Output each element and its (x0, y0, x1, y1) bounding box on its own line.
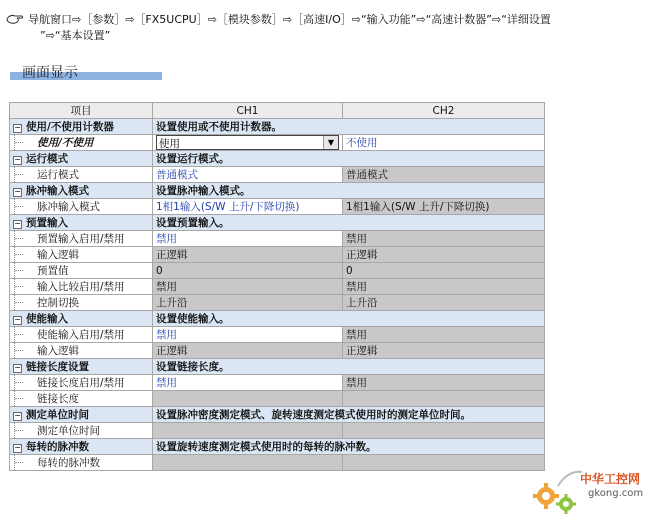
table-row (10, 375, 545, 391)
ch2-value-cell[interactable]: 禁用 (343, 375, 545, 391)
group-name: 使能输入 (26, 313, 68, 325)
collapse-icon[interactable]: − (14, 187, 21, 196)
group-name-cell[interactable] (10, 119, 153, 135)
cropped-text-top (4, 0, 174, 5)
group-description: 设置链接长度。 (153, 359, 545, 375)
collapse-icon[interactable]: − (14, 155, 21, 164)
tree-connector (14, 343, 27, 358)
group-row[interactable] (10, 151, 545, 167)
ch1-value-cell[interactable]: 禁用 (153, 375, 343, 391)
setting-name-cell (10, 327, 153, 343)
ch2-value-cell[interactable] (343, 455, 545, 471)
setting-name: 每转的脉冲数 (37, 457, 100, 469)
tree-connector (14, 279, 27, 294)
collapse-icon[interactable]: − (14, 411, 21, 420)
setting-name: 运行模式 (37, 169, 79, 181)
table-row (10, 343, 545, 359)
ch1-value-cell[interactable]: 正逻辑 (153, 343, 343, 359)
header-item: 项目 (10, 103, 153, 119)
collapse-icon[interactable]: − (14, 315, 21, 324)
table-row (10, 135, 545, 151)
setting-name-cell (10, 135, 153, 151)
ch2-value-cell[interactable]: 普通模式 (343, 167, 545, 183)
group-description: 设置预置输入。 (153, 215, 545, 231)
nav-path-line2: ”⇨“基本设置” (40, 29, 111, 42)
group-name: 脉冲输入模式 (26, 185, 89, 197)
setting-name: 使能输入启用/禁用 (37, 329, 125, 341)
table-row (10, 455, 545, 471)
setting-name-cell (10, 199, 153, 215)
ch1-select-value: 使用 (159, 138, 180, 150)
group-description: 设置脉冲输入模式。 (153, 183, 545, 199)
ch1-value-cell[interactable]: 0 (153, 263, 343, 279)
setting-name: 脉冲输入模式 (37, 201, 100, 213)
nav-path-line1: 导航窗口⇨［参数］⇨［FX5UCPU］⇨［模块参数］⇨［高速I/O］⇨“输入功能”⇨“高速计数器”⇨“详细设置 (28, 13, 551, 26)
setting-name-cell (10, 423, 153, 439)
group-row[interactable] (10, 311, 545, 327)
ch1-value-cell[interactable] (153, 135, 343, 151)
ch2-value-cell[interactable]: 0 (343, 263, 545, 279)
tree-connector (14, 375, 27, 390)
watermark-domain: gkong.com (588, 488, 644, 499)
ch2-value-cell[interactable]: 禁用 (343, 327, 545, 343)
watermark-logo (528, 466, 658, 518)
table-row (10, 279, 545, 295)
group-name-cell[interactable] (10, 439, 153, 455)
group-row[interactable] (10, 439, 545, 455)
ch1-value-cell[interactable]: 正逻辑 (153, 247, 343, 263)
settings-table (9, 102, 545, 471)
ch1-value-cell[interactable]: 1相1输入(S/W 上升/下降切换) (153, 199, 343, 215)
tree-connector (14, 199, 27, 214)
table-row (10, 423, 545, 439)
group-row[interactable] (10, 119, 545, 135)
setting-name-cell (10, 279, 153, 295)
tree-connector (14, 247, 27, 262)
tree-connector (14, 327, 27, 342)
setting-name: 控制切换 (37, 297, 79, 309)
group-row[interactable] (10, 407, 545, 423)
group-name-cell[interactable] (10, 407, 153, 423)
ch2-value-cell[interactable]: 禁用 (343, 231, 545, 247)
ch2-value-cell[interactable]: 禁用 (343, 279, 545, 295)
tree-connector (14, 263, 27, 278)
table-row (10, 263, 545, 279)
setting-name: 预置输入启用/禁用 (37, 233, 125, 245)
ch1-value-cell[interactable]: 禁用 (153, 279, 343, 295)
group-name: 使用/不使用计数器 (26, 121, 114, 133)
setting-name-cell (10, 167, 153, 183)
ch1-value-cell[interactable]: 禁用 (153, 327, 343, 343)
table-row (10, 199, 545, 215)
setting-name: 输入逻辑 (37, 345, 79, 357)
section-heading (10, 62, 162, 84)
gear-logo-icon (528, 466, 584, 518)
group-name-cell[interactable] (10, 311, 153, 327)
header-ch1: CH1 (153, 103, 343, 119)
group-description: 设置旋转速度测定模式使用时的每转的脉冲数。 (153, 439, 545, 455)
group-description: 设置使能输入。 (153, 311, 545, 327)
ch2-value-cell[interactable]: 不使用 (343, 135, 545, 151)
setting-name: 输入逻辑 (37, 249, 79, 261)
ch1-value-cell[interactable]: 普通模式 (153, 167, 343, 183)
ch2-value-cell[interactable]: 上升沿 (343, 295, 545, 311)
group-name-cell[interactable] (10, 151, 153, 167)
setting-name: 预置值 (37, 265, 69, 277)
table-row (10, 391, 545, 407)
group-row[interactable] (10, 215, 545, 231)
table-row (10, 167, 545, 183)
setting-name-cell (10, 391, 153, 407)
collapse-icon[interactable]: − (14, 443, 21, 452)
setting-name-cell (10, 295, 153, 311)
group-name: 每转的脉冲数 (26, 441, 89, 453)
header-ch2: CH2 (343, 103, 545, 119)
setting-name: 测定单位时间 (37, 425, 100, 437)
setting-name-cell (10, 343, 153, 359)
collapse-icon[interactable]: − (14, 123, 21, 132)
pointing-hand-icon (6, 13, 24, 25)
group-name: 运行模式 (26, 153, 68, 165)
group-description: 设置运行模式。 (153, 151, 545, 167)
ch1-value-cell[interactable] (153, 423, 343, 439)
collapse-icon[interactable]: − (14, 363, 21, 372)
collapse-icon[interactable]: − (14, 219, 21, 228)
setting-name-cell (10, 247, 153, 263)
table-row (10, 247, 545, 263)
tree-connector (14, 231, 27, 246)
tree-connector (14, 295, 27, 310)
tree-connector (14, 135, 27, 150)
table-row (10, 295, 545, 311)
ch2-value-cell[interactable]: 1相1输入(S/W 上升/下降切换) (343, 199, 545, 215)
table-row (10, 231, 545, 247)
ch2-value-cell[interactable]: 正逻辑 (343, 247, 545, 263)
setting-name-cell (10, 263, 153, 279)
section-title: 画面显示 (22, 65, 78, 81)
tree-connector (14, 455, 27, 470)
group-description: 设置脉冲密度测定模式、旋转速度测定模式使用时的测定单位时间。 (153, 407, 545, 423)
ch2-value-cell[interactable] (343, 391, 545, 407)
group-description: 设置使用或不使用计数器。 (153, 119, 545, 135)
tree-connector (14, 167, 27, 182)
navigation-path (6, 12, 658, 44)
setting-name-cell (10, 375, 153, 391)
ch2-value-cell[interactable]: 正逻辑 (343, 343, 545, 359)
ch2-value-cell[interactable] (343, 423, 545, 439)
ch1-value-cell[interactable] (153, 455, 343, 471)
setting-name-cell (10, 231, 153, 247)
watermark-name: 中华工控网 (580, 472, 641, 486)
group-name: 测定单位时间 (26, 409, 89, 421)
group-row[interactable] (10, 359, 545, 375)
ch1-select[interactable] (156, 135, 339, 150)
tree-connector (14, 391, 27, 406)
group-name-cell[interactable] (10, 215, 153, 231)
group-name-cell[interactable] (10, 183, 153, 199)
dropdown-arrow-icon[interactable]: ▼ (323, 136, 338, 149)
setting-name: 输入比较启用/禁用 (37, 281, 125, 293)
ch1-value-cell[interactable]: 上升沿 (153, 295, 343, 311)
setting-name: 链接长度启用/禁用 (37, 377, 125, 389)
group-name: 链接长度设置 (26, 361, 89, 373)
setting-name: 使用/不使用 (37, 137, 94, 149)
ch1-value-cell[interactable]: 禁用 (153, 231, 343, 247)
setting-name: 链接长度 (37, 393, 79, 405)
ch1-value-cell[interactable] (153, 391, 343, 407)
table-header-row (10, 103, 545, 119)
group-name-cell[interactable] (10, 359, 153, 375)
group-name: 预置输入 (26, 217, 68, 229)
setting-name-cell (10, 455, 153, 471)
table-row (10, 327, 545, 343)
group-row[interactable] (10, 183, 545, 199)
tree-connector (14, 423, 27, 438)
